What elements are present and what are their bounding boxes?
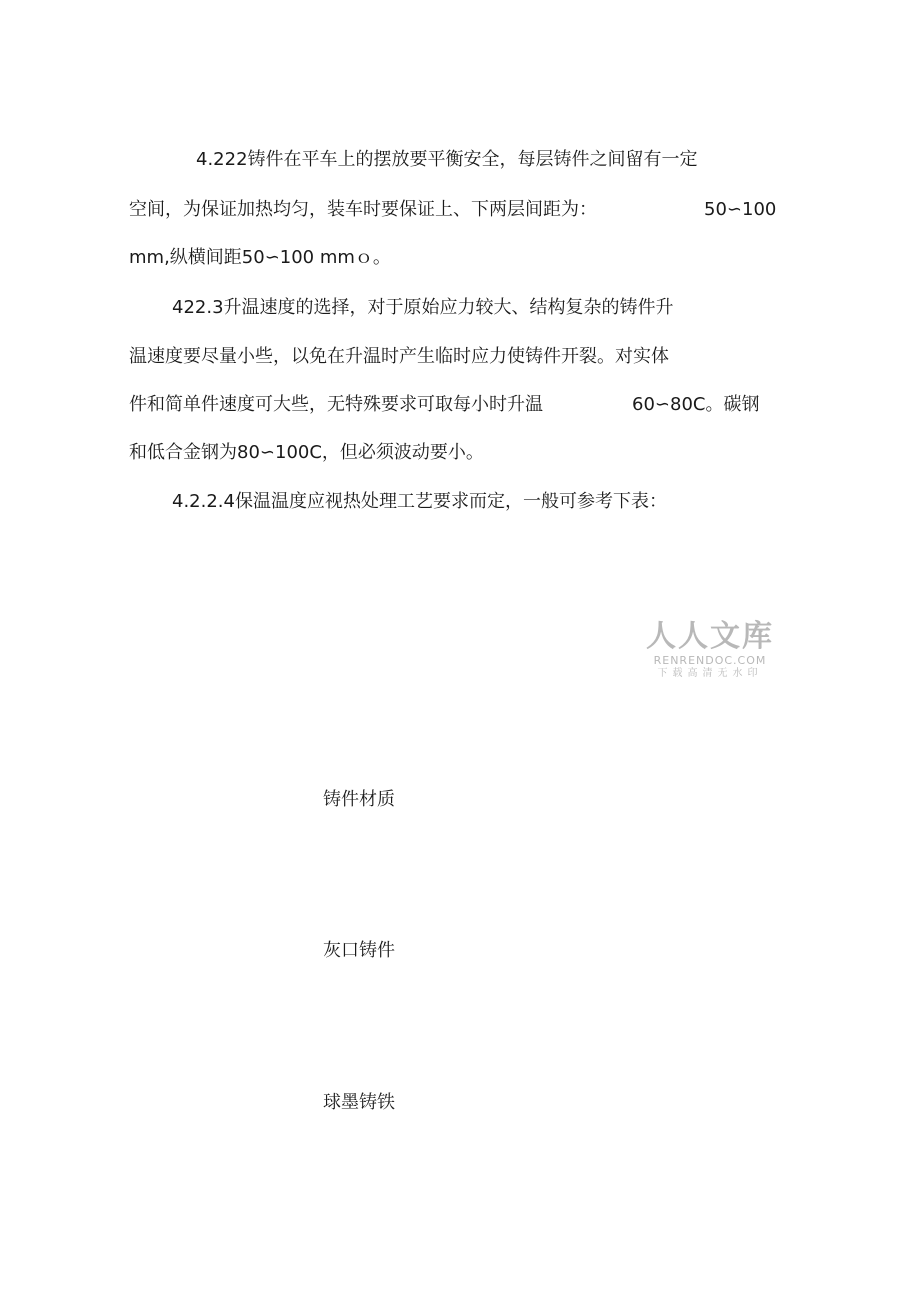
p2-line1: 422.3升温速度的选择，对于原始应力较大、结构复杂的铸件升 — [172, 297, 674, 318]
p2-line4: 和低合金钢为80∽100C，但必须波动要小。 — [129, 442, 484, 463]
p1-line2-value: 50∽100 — [704, 199, 777, 220]
p2-line3-value: 60∽80C。碳钢 — [632, 394, 760, 415]
p1-line1: 4.222铸件在平车上的摆放要平衡安全，每层铸件之间留有一定 — [196, 149, 698, 170]
p2-line3: 件和简单件速度可大些，无特殊要求可取每小时升温 — [129, 394, 543, 415]
table-header-material: 铸件材质 — [323, 789, 395, 810]
p3-line1: 4.2.2.4保温温度应视热处理工艺要求而定，一般可参考下表： — [172, 491, 667, 512]
watermark-title: 人人文库 — [646, 619, 774, 654]
watermark-tagline: 下载高清无水印 — [657, 668, 763, 679]
p2-line2: 温速度要尽量小些，以免在升温时产生临时应力使铸件开裂。对实体 — [129, 346, 669, 367]
table-row-ductile-iron: 球墨铸铁 — [323, 1092, 395, 1113]
p1-line2: 空间，为保证加热均匀，装车时要保证上、下两层间距为： — [129, 199, 597, 220]
table-row-gray-iron: 灰口铸件 — [323, 940, 395, 961]
p1-line3: mm,纵横间距50∽100 mmｏ。 — [129, 247, 391, 268]
watermark-logo — [640, 620, 780, 680]
watermark-domain: RENRENDOC.COM — [653, 654, 767, 667]
